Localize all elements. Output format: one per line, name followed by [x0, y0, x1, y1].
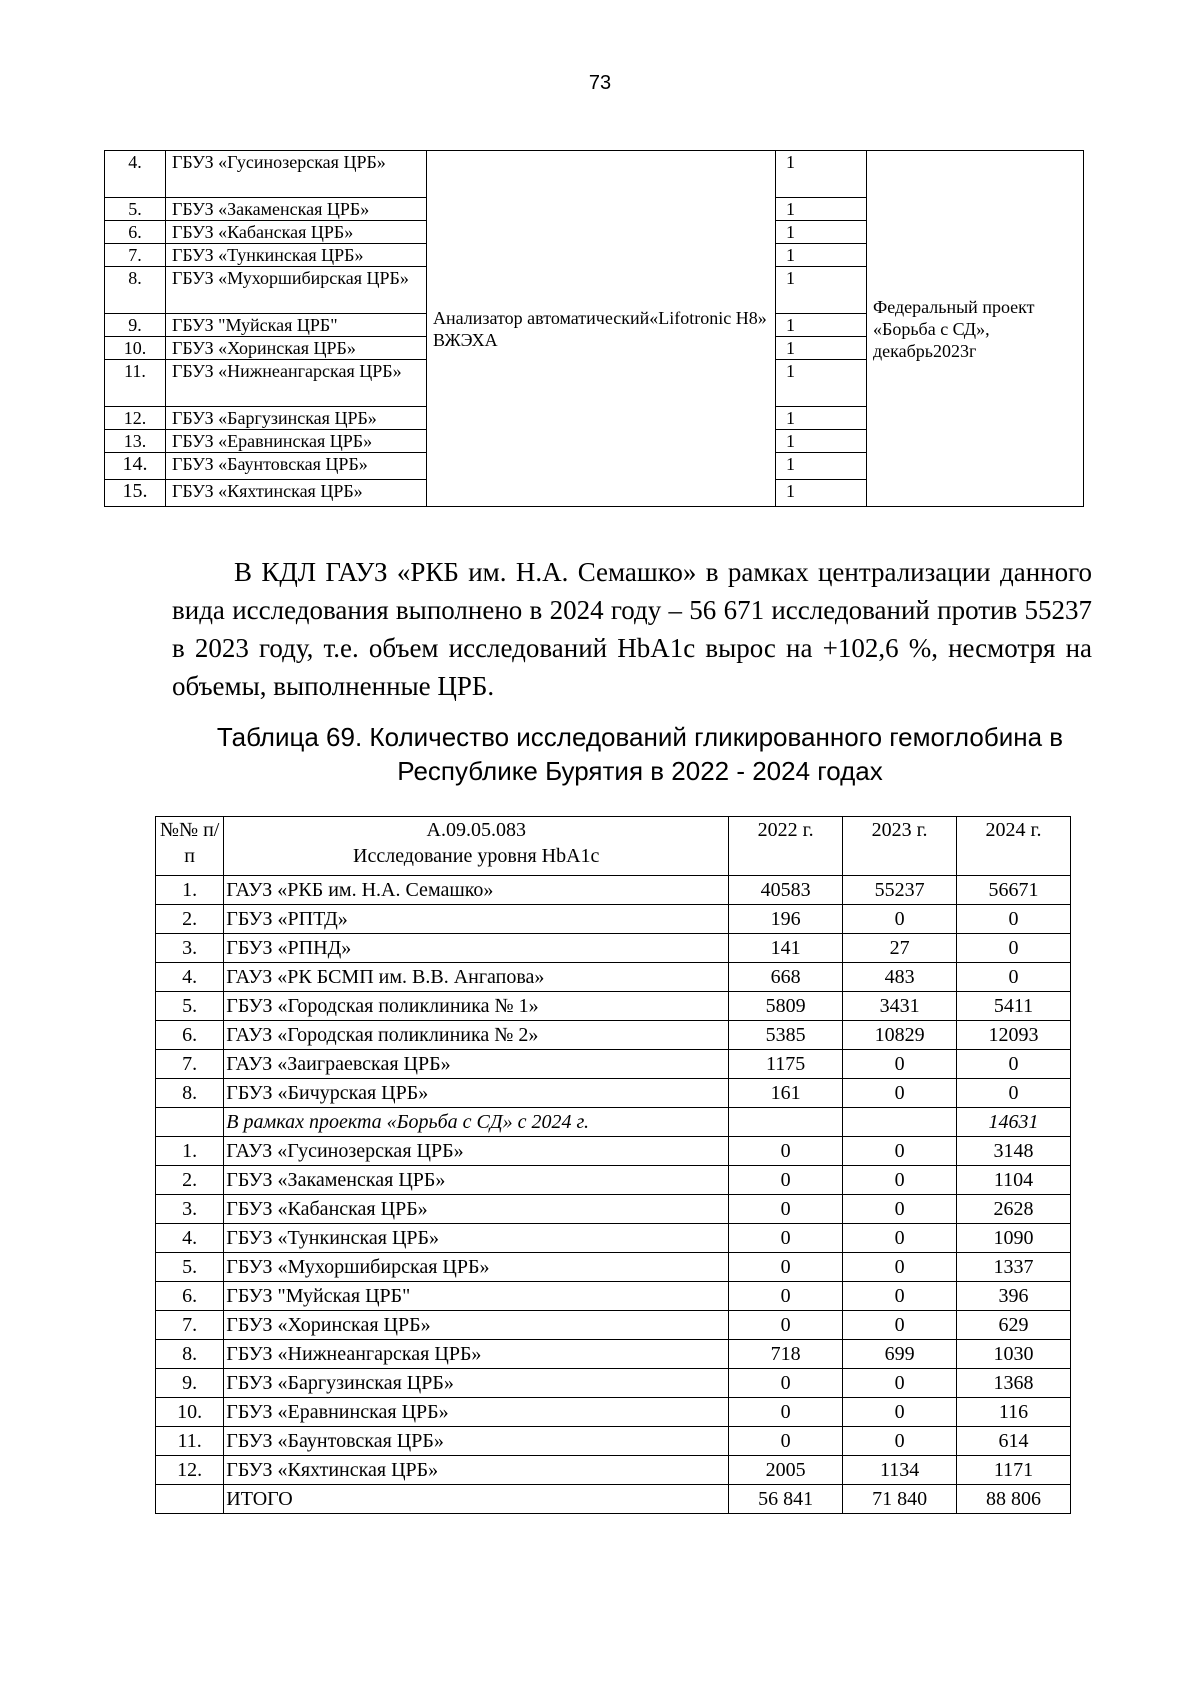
organization-name: ГБУЗ «Хоринская ЦРБ» — [166, 337, 427, 360]
project-subtotal-row — [156, 1108, 1071, 1137]
value-2023: 0 — [843, 1311, 957, 1340]
value-2023: 55237 — [843, 876, 957, 905]
row-number: 12. — [156, 1456, 224, 1485]
value-2022: 141 — [729, 934, 843, 963]
row-number: 6. — [156, 1282, 224, 1311]
quantity: 1 — [776, 267, 867, 314]
value-2024: 1337 — [957, 1253, 1071, 1282]
value-2023: 0 — [843, 1398, 957, 1427]
value-2024: 0 — [957, 934, 1071, 963]
value-2023: 483 — [843, 963, 957, 992]
value-2024: 56671 — [957, 876, 1071, 905]
organization-name: ГБУЗ «Еравнинская ЦРБ» — [166, 430, 427, 453]
value-2023: 0 — [843, 1427, 957, 1456]
quantity: 1 — [776, 480, 867, 507]
quantity: 1 — [776, 430, 867, 453]
table-row — [156, 1050, 1071, 1079]
row-number: 8. — [156, 1079, 224, 1108]
header-2022: 2022 г. — [729, 817, 843, 876]
value-2024: 0 — [957, 1079, 1071, 1108]
organization-name: ГБУЗ «Нижнеангарская ЦРБ» — [224, 1340, 729, 1369]
value-2022: 1175 — [729, 1050, 843, 1079]
equipment-table — [104, 150, 1084, 507]
header-2023: 2023 г. — [843, 817, 957, 876]
value-2022: 718 — [729, 1340, 843, 1369]
organization-name: ГБУЗ "Муйская ЦРБ" — [224, 1282, 729, 1311]
quantity: 1 — [776, 221, 867, 244]
value-2024: 12093 — [957, 1021, 1071, 1050]
row-number: 12. — [105, 407, 166, 430]
row-number: 15. — [105, 480, 166, 507]
organization-name: ГБУЗ «Баргузинская ЦРБ» — [224, 1369, 729, 1398]
table-row — [156, 1195, 1071, 1224]
organization-name: ГБУЗ "Муйская ЦРБ" — [166, 314, 427, 337]
value-2023: 699 — [843, 1340, 957, 1369]
equipment-name: Анализатор автоматический«Lifotronic H8» ВЖЭХА — [427, 151, 776, 507]
value-2023: 3431 — [843, 992, 957, 1021]
organization-name: ГБУЗ «Тункинская ЦРБ» — [166, 244, 427, 267]
value-2022: 0 — [729, 1137, 843, 1166]
table-row — [156, 905, 1071, 934]
value-2023: 1134 — [843, 1456, 957, 1485]
value-2024: 0 — [957, 905, 1071, 934]
row-number: 10. — [105, 337, 166, 360]
value-2024: 1171 — [957, 1456, 1071, 1485]
hba1c-stats-table — [155, 816, 1071, 1514]
table-row — [156, 992, 1071, 1021]
table-row — [156, 934, 1071, 963]
organization-name: ГАУЗ «Гусинозерская ЦРБ» — [224, 1137, 729, 1166]
row-number: 2. — [156, 905, 224, 934]
row-number: 5. — [156, 992, 224, 1021]
row-number: 1. — [156, 1137, 224, 1166]
organization-name: ГБУЗ «Баунтовская ЦРБ» — [224, 1427, 729, 1456]
value-2023: 0 — [843, 905, 957, 934]
organization-name: ГАУЗ «Заиграевская ЦРБ» — [224, 1050, 729, 1079]
row-number: 10. — [156, 1398, 224, 1427]
organization-name: ГБУЗ «Кабанская ЦРБ» — [166, 221, 427, 244]
quantity: 1 — [776, 407, 867, 430]
table-row — [156, 1398, 1071, 1427]
organization-name: ГБУЗ «Гусинозерская ЦРБ» — [166, 151, 427, 198]
value-2022: 0 — [729, 1369, 843, 1398]
row-number: 9. — [156, 1369, 224, 1398]
table-caption: Таблица 69. Количество исследований гликированного гемоглобина в Республике Бурятия в 2022 - 2024 годах — [216, 722, 1064, 786]
row-number: 1. — [156, 876, 224, 905]
header-title: Исследование уровня HbA1c — [353, 845, 600, 867]
value-2022: 0 — [729, 1427, 843, 1456]
table-row — [156, 1079, 1071, 1108]
body-paragraph: В КДЛ ГАУЗ «РКБ им. Н.А. Семашко» в рамках централизации данного вида исследования выполнено в 2024 году – 56 671 исследований против 55237 в 2023 году, т.е. объем исследований HbA1c вырос на +102,6 %, несмотря на объемы, выполненные ЦРБ. — [172, 557, 1092, 701]
organization-name: ГБУЗ «Кяхтинская ЦРБ» — [166, 480, 427, 507]
value-2022: 0 — [729, 1398, 843, 1427]
value-2024: 0 — [957, 963, 1071, 992]
value-2023: 0 — [843, 1282, 957, 1311]
header-2024: 2024 г. — [957, 817, 1071, 876]
page-number: 73 — [588, 72, 612, 94]
quantity: 1 — [776, 337, 867, 360]
row-number: 2. — [156, 1166, 224, 1195]
value-2024: 0 — [957, 1050, 1071, 1079]
value-2024: 1368 — [957, 1369, 1071, 1398]
value-2022: 0 — [729, 1166, 843, 1195]
value-2022: 2005 — [729, 1456, 843, 1485]
value-2024: 614 — [957, 1427, 1071, 1456]
value-2022: 40583 — [729, 876, 843, 905]
project-total-2024: 14631 — [957, 1108, 1071, 1137]
row-number: 8. — [105, 267, 166, 314]
value-2023: 0 — [843, 1050, 957, 1079]
total-row — [156, 1485, 1071, 1514]
table-row — [156, 1224, 1071, 1253]
value-2022: 668 — [729, 963, 843, 992]
value-2023: 0 — [843, 1224, 957, 1253]
organization-name: ГБУЗ «РПТД» — [224, 905, 729, 934]
table-row — [156, 1137, 1071, 1166]
organization-name: ГБУЗ «Мухоршибирская ЦРБ» — [166, 267, 427, 314]
row-number: 14. — [105, 453, 166, 480]
value-2022: 161 — [729, 1079, 843, 1108]
row-number: 5. — [156, 1253, 224, 1282]
organization-name: ГБУЗ «Тункинская ЦРБ» — [224, 1224, 729, 1253]
value-2024: 116 — [957, 1398, 1071, 1427]
table-row — [156, 1456, 1071, 1485]
project-label: В рамках проекта «Борьба с СД» с 2024 г. — [224, 1108, 729, 1137]
table-row — [156, 1427, 1071, 1456]
organization-name: ГБУЗ «Баргузинская ЦРБ» — [166, 407, 427, 430]
organization-name: ГБУЗ «Нижнеангарская ЦРБ» — [166, 360, 427, 407]
organization-name: ГБУЗ «Баунтовская ЦРБ» — [166, 453, 427, 480]
organization-name: ГБУЗ «Бичурская ЦРБ» — [224, 1079, 729, 1108]
organization-name: ГБУЗ «Закаменская ЦРБ» — [166, 198, 427, 221]
row-number: 4. — [156, 963, 224, 992]
row-number: 7. — [156, 1050, 224, 1079]
value-2024: 1104 — [957, 1166, 1071, 1195]
row-number: 8. — [156, 1340, 224, 1369]
total-2023: 71 840 — [843, 1485, 957, 1514]
row-number: 6. — [156, 1021, 224, 1050]
value-2022: 0 — [729, 1282, 843, 1311]
value-2023: 0 — [843, 1195, 957, 1224]
row-number: 3. — [156, 934, 224, 963]
value-2024: 629 — [957, 1311, 1071, 1340]
value-2023: 0 — [843, 1079, 957, 1108]
table-row — [156, 1369, 1071, 1398]
row-number: 6. — [105, 221, 166, 244]
value-2024: 2628 — [957, 1195, 1071, 1224]
value-2024: 3148 — [957, 1137, 1071, 1166]
project-name: Федеральный проект «Борьба с СД», декабрь2023г — [867, 151, 1084, 507]
value-2023: 0 — [843, 1137, 957, 1166]
value-2023: 0 — [843, 1369, 957, 1398]
quantity: 1 — [776, 244, 867, 267]
table-row — [156, 876, 1071, 905]
table-row — [105, 151, 1084, 198]
total-2024: 88 806 — [957, 1485, 1071, 1514]
value-2022: 5809 — [729, 992, 843, 1021]
value-2022: 0 — [729, 1195, 843, 1224]
value-2022: 0 — [729, 1224, 843, 1253]
organization-name: ГБУЗ «Еравнинская ЦРБ» — [224, 1398, 729, 1427]
row-number: 9. — [105, 314, 166, 337]
quantity: 1 — [776, 453, 867, 480]
value-2022: 5385 — [729, 1021, 843, 1050]
quantity: 1 — [776, 360, 867, 407]
table-row — [156, 1021, 1071, 1050]
total-2022: 56 841 — [729, 1485, 843, 1514]
total-label: ИТОГО — [224, 1485, 729, 1514]
header-name — [224, 817, 729, 876]
value-2023: 0 — [843, 1253, 957, 1282]
row-number: 7. — [156, 1311, 224, 1340]
value-2024: 1030 — [957, 1340, 1071, 1369]
header-num: №№ п/п — [156, 817, 224, 876]
table-row — [156, 1166, 1071, 1195]
quantity: 1 — [776, 198, 867, 221]
table-header-row — [156, 817, 1071, 876]
table-row — [156, 1340, 1071, 1369]
organization-name: ГБУЗ «Мухоршибирская ЦРБ» — [224, 1253, 729, 1282]
quantity: 1 — [776, 314, 867, 337]
organization-name: ГБУЗ «Хоринская ЦРБ» — [224, 1311, 729, 1340]
organization-name: ГБУЗ «Закаменская ЦРБ» — [224, 1166, 729, 1195]
value-2023: 0 — [843, 1166, 957, 1195]
table-row — [156, 1311, 1071, 1340]
row-number: 3. — [156, 1195, 224, 1224]
organization-name: ГБУЗ «Кяхтинская ЦРБ» — [224, 1456, 729, 1485]
row-number: 11. — [105, 360, 166, 407]
row-number: 13. — [105, 430, 166, 453]
value-2022: 196 — [729, 905, 843, 934]
value-2023: 10829 — [843, 1021, 957, 1050]
value-2024: 5411 — [957, 992, 1071, 1021]
table-row — [156, 1253, 1071, 1282]
row-number: 4. — [105, 151, 166, 198]
value-2024: 1090 — [957, 1224, 1071, 1253]
header-code: А.09.05.083 — [426, 819, 526, 841]
organization-name: ГБУЗ «Городская поликлиника № 1» — [224, 992, 729, 1021]
row-number: 5. — [105, 198, 166, 221]
quantity: 1 — [776, 151, 867, 198]
organization-name: ГАУЗ «Городская поликлиника № 2» — [224, 1021, 729, 1050]
value-2022: 0 — [729, 1253, 843, 1282]
row-number: 4. — [156, 1224, 224, 1253]
value-2022: 0 — [729, 1311, 843, 1340]
organization-name: ГАУЗ «РКБ им. Н.А. Семашко» — [224, 876, 729, 905]
organization-name: ГАУЗ «РК БСМП им. В.В. Ангапова» — [224, 963, 729, 992]
row-number: 11. — [156, 1427, 224, 1456]
value-2023: 27 — [843, 934, 957, 963]
row-number: 7. — [105, 244, 166, 267]
value-2024: 396 — [957, 1282, 1071, 1311]
organization-name: ГБУЗ «Кабанская ЦРБ» — [224, 1195, 729, 1224]
table-row — [156, 963, 1071, 992]
organization-name: ГБУЗ «РПНД» — [224, 934, 729, 963]
table-row — [156, 1282, 1071, 1311]
